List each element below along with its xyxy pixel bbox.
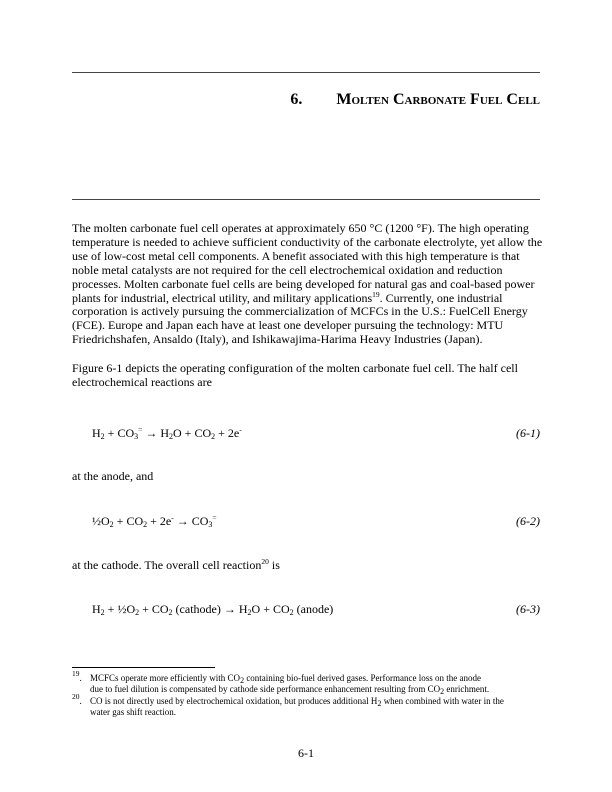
text-run: use of low-cost metal cell components. A benefit associated with this high temperature is that [72, 248, 520, 263]
subscript: 2 [440, 687, 445, 696]
equation-6-2 [92, 514, 217, 529]
text-run: Figure 6-1 depicts the operating configuration of the molten carbonate fuel cell. The half cell [72, 361, 518, 375]
text-run: Friedrichshafen, Ansaldo (Italy), and Ishikawajima-Harima Heavy Industries (Japan). [72, 332, 483, 347]
text-line [72, 289, 542, 306]
top-rule [72, 72, 540, 73]
text-line [90, 684, 542, 695]
footnote-marker: $^{20}$. [72, 692, 82, 706]
superscript: - [171, 513, 174, 522]
text-line [90, 673, 542, 684]
text-run: noble metal catalysts are not required for the cell electrochemical oxidation and reduction [72, 262, 503, 277]
text-run: plants for industrial, electrical utility, and military applications [72, 290, 373, 305]
text-run: O + CO [251, 602, 290, 616]
text-line [90, 696, 542, 707]
superscript: - [239, 425, 242, 434]
text-run: when combined with water in the [381, 696, 504, 706]
subscript: 2 [240, 676, 245, 685]
text-at-anode [72, 469, 153, 484]
text-run: enrichment. [444, 684, 490, 694]
text-run: . Currently, one industrial [379, 290, 503, 305]
paragraph-intro [72, 222, 542, 347]
text-run: CO is not directly used by electrochemical oxidation, but produces additional H [90, 696, 378, 706]
text-line [72, 250, 542, 264]
text-line [72, 264, 542, 278]
text-run: processes. Molten carbonate fuel cells are being developed for natural gas and coal-based power [72, 276, 535, 291]
footnote-20 [72, 692, 542, 718]
text-line [72, 278, 542, 292]
text-line [72, 305, 542, 319]
chapter-number: 6. [290, 91, 303, 108]
chapter-title-text: Molten Carbonate Fuel Cell [336, 91, 540, 108]
text-run: due to fuel dilution is compensated by cathode side performance enhancement resulting from CO [90, 684, 441, 694]
subscript: 2 [377, 699, 382, 708]
subscript: 3 [134, 432, 139, 441]
text-run: electrochemical reactions are [72, 374, 212, 389]
text-run: H [92, 426, 101, 440]
subscript: 2 [100, 432, 105, 441]
superscript: = [212, 513, 217, 522]
text-at-cathode [72, 558, 280, 573]
text-run: is [268, 558, 280, 572]
equation-label-6-3: (6-3) [516, 602, 540, 616]
footnote-rule [72, 667, 215, 668]
subscript: 2 [168, 608, 173, 617]
text-run: → CO [173, 514, 209, 528]
text-run: MCFCs operate more efficiently with CO [90, 673, 241, 683]
subscript: 2 [247, 608, 252, 617]
text-run: containing bio-fuel derived gases. Performance loss on the anode [244, 673, 481, 683]
text-run: + 2e [147, 514, 172, 528]
subscript: 2 [289, 608, 294, 617]
text-run: temperature is needed to achieve sufficient conductivity of the carbonate electrolyte, yet allow the [72, 234, 543, 249]
footnote-19 [72, 669, 542, 696]
subscript: 3 [208, 520, 213, 529]
text-run: → H [142, 426, 170, 440]
text-run: + ½O [104, 602, 136, 616]
subscript: 2 [143, 520, 148, 529]
text-line [72, 333, 542, 347]
superscript: = [138, 425, 143, 434]
equation-label-6-2: (6-2) [516, 514, 540, 528]
text-run: The molten carbonate fuel cell operates at approximately 650 °C (1200 °F). The high operating [72, 221, 529, 235]
footnote-text [90, 696, 542, 718]
superscript: 19 [372, 289, 380, 299]
text-run: + CO [139, 602, 169, 616]
subscript: 2 [169, 432, 174, 441]
footnote-marker: $^{19}$. [72, 669, 82, 683]
text-run: + CO [113, 514, 144, 528]
chapter-title [290, 91, 540, 109]
footnote-text [90, 673, 542, 695]
text-line [72, 222, 542, 236]
text-run: ½O [92, 514, 110, 528]
equation-label-6-1: (6-1) [516, 426, 540, 440]
text-line [72, 362, 542, 376]
text-line [90, 707, 542, 718]
title-bottom-rule [72, 199, 540, 200]
text-run: O + CO [173, 426, 212, 440]
text-line [72, 319, 542, 333]
paragraph-figure-ref [72, 362, 542, 390]
text-run: H [92, 602, 101, 616]
subscript: 2 [211, 432, 216, 441]
subscript: 2 [100, 608, 105, 617]
text-line [72, 236, 542, 250]
text-run: (FCE). Europe and Japan each have at least one developer pursuing the technology: MTU [72, 318, 504, 333]
page-number: 6-1 [298, 746, 314, 760]
text-run: water gas shift reaction. [90, 707, 176, 717]
text-run: at the cathode. The overall cell reaction [72, 558, 262, 572]
subscript: 2 [109, 520, 114, 529]
text-run: + CO [104, 426, 135, 440]
equation-6-1 [92, 426, 242, 441]
subscript: 2 [135, 608, 140, 617]
text-run: corporation is actively pursuing the commercialization of MCFCs in the U.S.: FuelCell Energy [72, 304, 528, 319]
text-run: (cathode) → H [172, 602, 248, 616]
equation-6-3 [92, 602, 333, 617]
text-line [72, 376, 542, 390]
text-run: at the anode, and [72, 469, 154, 483]
text-run: (anode) [293, 602, 334, 616]
superscript: 20 [261, 557, 269, 566]
text-run: + 2e [215, 426, 240, 440]
